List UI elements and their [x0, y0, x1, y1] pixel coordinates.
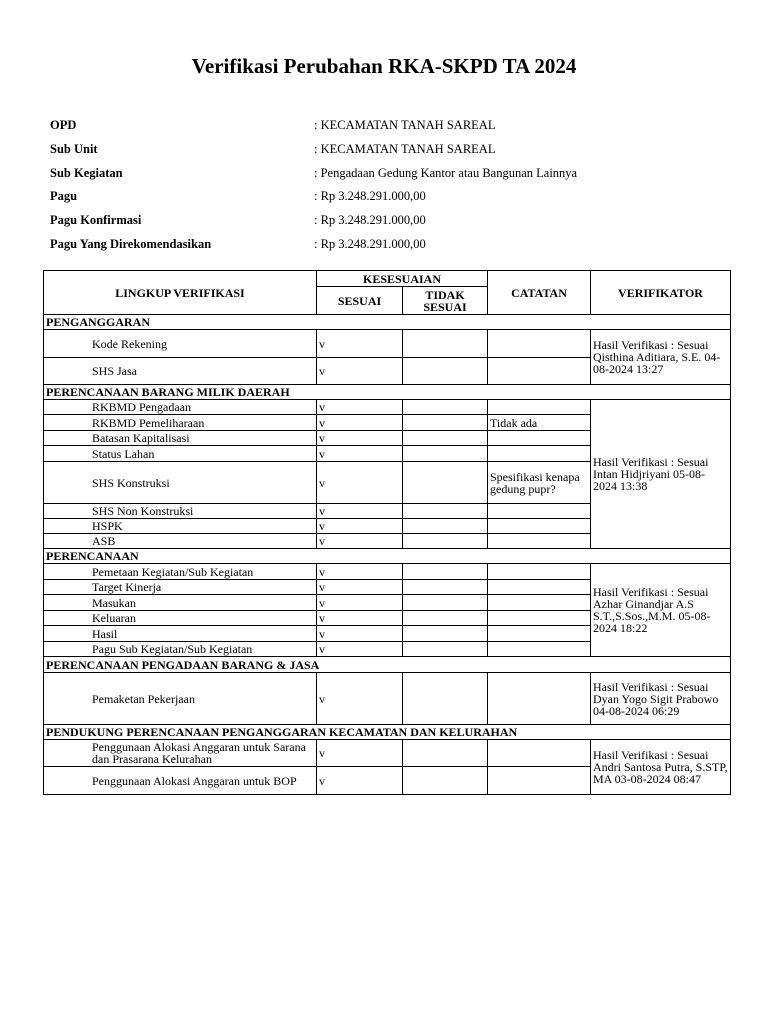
- tidak-sesuai-mark: [403, 330, 488, 358]
- catatan-cell: [488, 358, 591, 385]
- sesuai-mark: v: [317, 330, 403, 358]
- document-title: Verifikasi Perubahan RKA-SKPD TA 2024: [191, 54, 577, 78]
- catatan-cell: [488, 740, 591, 767]
- row-label: Status Lahan: [44, 446, 317, 462]
- info-block: [50, 114, 730, 257]
- sesuai-mark: v: [317, 626, 403, 642]
- header-catatan: CATATAN: [488, 271, 591, 315]
- sesuai-mark: v: [317, 358, 403, 385]
- tidak-sesuai-mark: [403, 415, 488, 431]
- verifikator-cell: Hasil Verifikasi : Sesuai Andri Santosa Putra, S.STP, MA 03-08-2024 08:47: [591, 740, 731, 795]
- tidak-sesuai-mark: [403, 358, 488, 385]
- tidak-sesuai-mark: [403, 431, 488, 446]
- section-title: PENGANGGARAN: [44, 315, 731, 330]
- catatan-cell: [488, 400, 591, 415]
- tidak-sesuai-mark: [403, 673, 488, 725]
- header-lingkup: LINGKUP VERIFIKASI: [44, 271, 317, 315]
- sesuai-mark: v: [317, 462, 403, 504]
- info-label: OPD: [50, 118, 77, 132]
- catatan-cell: [488, 595, 591, 611]
- info-value: : KECAMATAN TANAH SAREAL: [314, 141, 496, 156]
- info-label: Sub Unit: [50, 141, 98, 156]
- row-label: SHS Non Konstruksi: [44, 504, 317, 519]
- header-verifikator: VERIFIKATOR: [591, 271, 731, 315]
- sesuai-mark: v: [317, 504, 403, 519]
- row-label: Kode Rekening: [44, 330, 317, 358]
- tidak-sesuai-mark: [403, 519, 488, 534]
- row-label: Batasan Kapitalisasi: [44, 431, 317, 446]
- info-label: Pagu: [50, 189, 78, 204]
- sesuai-mark: v: [317, 740, 403, 767]
- info-value: : KECAMATAN TANAH SAREAL: [314, 118, 496, 132]
- sesuai-mark: v: [317, 595, 403, 611]
- row-label: Target Kinerja: [44, 580, 317, 595]
- catatan-cell: Spesifikasi kenapa gedung pupr?: [488, 462, 591, 504]
- row-label: Penggunaan Alokasi Anggaran untuk Sarana dan Prasarana Kelurahan: [44, 740, 317, 767]
- tidak-sesuai-mark: [403, 564, 488, 580]
- row-label: SHS Jasa: [44, 358, 317, 385]
- sesuai-mark: v: [317, 534, 403, 549]
- sesuai-mark: v: [317, 415, 403, 431]
- catatan-cell: [488, 519, 591, 534]
- tidak-sesuai-mark: [403, 580, 488, 595]
- tidak-sesuai-mark: [403, 534, 488, 549]
- catatan-cell: [488, 504, 591, 519]
- row-label: HSPK: [44, 519, 317, 534]
- verification-table: [43, 270, 731, 795]
- sesuai-mark: v: [317, 673, 403, 725]
- catatan-cell: [488, 673, 591, 725]
- row-label: ASB: [44, 534, 317, 549]
- sesuai-mark: v: [317, 431, 403, 446]
- section-title: PENDUKUNG PERENCANAAN PENGANGGARAN KECAMATAN DAN KELURAHAN: [44, 725, 731, 740]
- catatan-cell: [488, 580, 591, 595]
- sesuai-mark: v: [317, 400, 403, 415]
- row-label: RKBMD Pemeliharaan: [44, 415, 317, 431]
- row-label: RKBMD Pengadaan: [44, 400, 317, 415]
- row-label: Pagu Sub Kegiatan/Sub Kegiatan: [44, 642, 317, 657]
- tidak-sesuai-mark: [403, 446, 488, 462]
- info-label: Pagu Yang Direkomendasikan: [50, 236, 212, 251]
- header-kesesuaian: KESESUAIAN: [317, 271, 488, 287]
- catatan-cell: [488, 611, 591, 626]
- section-title: PERENCANAAN PENGADAAN BARANG & JASA: [44, 657, 731, 673]
- tidak-sesuai-mark: [403, 740, 488, 767]
- row-label: Keluaran: [44, 611, 317, 626]
- tidak-sesuai-mark: [403, 611, 488, 626]
- info-row-pagu-konfirmasi: [50, 209, 730, 233]
- verifikator-cell: Hasil Verifikasi : Sesuai Dyan Yogo Sigit Prabowo 04-08-2024 06:29: [591, 673, 731, 725]
- catatan-cell: [488, 626, 591, 642]
- catatan-cell: [488, 534, 591, 549]
- verifikator-cell: Hasil Verifikasi : Sesuai Azhar Ginandjar A.S S.T.,S.Sos.,M.M. 05-08-2024 18:22: [591, 564, 731, 657]
- row-label: Masukan: [44, 595, 317, 611]
- header-sesuai: SESUAI: [317, 287, 403, 315]
- tidak-sesuai-mark: [403, 462, 488, 504]
- tidak-sesuai-mark: [403, 642, 488, 657]
- row-label: Pemaketan Pekerjaan: [44, 673, 317, 725]
- section-title: PERENCANAAN BARANG MILIK DAERAH: [44, 385, 731, 400]
- info-value: : Rp 3.248.291.000,00: [314, 236, 426, 251]
- catatan-cell: [488, 767, 591, 795]
- section-title: PERENCANAAN: [44, 549, 731, 564]
- info-label: Sub Kegiatan: [50, 165, 123, 180]
- sesuai-mark: v: [317, 580, 403, 595]
- info-label: Pagu Konfirmasi: [50, 213, 142, 228]
- info-row-sub-unit: [50, 138, 730, 162]
- row-label: Hasil: [44, 626, 317, 642]
- sesuai-mark: v: [317, 564, 403, 580]
- row-label: Pemetaan Kegiatan/Sub Kegiatan: [44, 564, 317, 580]
- sesuai-mark: v: [317, 767, 403, 795]
- info-row-pagu: [50, 185, 730, 209]
- verifikator-cell: Hasil Verifikasi : Sesuai Intan Hidjriyani 05-08-2024 13:38: [591, 400, 731, 549]
- info-value: : Rp 3.248.291.000,00: [314, 213, 426, 228]
- sesuai-mark: v: [317, 446, 403, 462]
- info-row-opd: [50, 114, 730, 138]
- catatan-cell: Tidak ada: [488, 415, 591, 431]
- info-row-pagu-rekomendasi: [50, 233, 730, 257]
- sesuai-mark: v: [317, 519, 403, 534]
- tidak-sesuai-mark: [403, 595, 488, 611]
- tidak-sesuai-mark: [403, 626, 488, 642]
- tidak-sesuai-mark: [403, 504, 488, 519]
- verifikator-cell: Hasil Verifikasi : Sesuai Qisthina Aditiara, S.E. 04-08-2024 13:27: [591, 330, 731, 385]
- row-label: SHS Konstruksi: [44, 462, 317, 504]
- tidak-sesuai-mark: [403, 400, 488, 415]
- info-row-sub-kegiatan: [50, 162, 730, 186]
- catatan-cell: [488, 330, 591, 358]
- row-label: Penggunaan Alokasi Anggaran untuk BOP: [44, 767, 317, 795]
- info-value: : Rp 3.248.291.000,00: [314, 189, 426, 204]
- catatan-cell: [488, 564, 591, 580]
- catatan-cell: [488, 642, 591, 657]
- catatan-cell: [488, 431, 591, 446]
- sesuai-mark: v: [317, 642, 403, 657]
- header-tidak-sesuai: TIDAK SESUAI: [403, 287, 488, 315]
- catatan-cell: [488, 446, 591, 462]
- sesuai-mark: v: [317, 611, 403, 626]
- tidak-sesuai-mark: [403, 767, 488, 795]
- info-value: : Pengadaan Gedung Kantor atau Bangunan Lainnya: [314, 165, 578, 180]
